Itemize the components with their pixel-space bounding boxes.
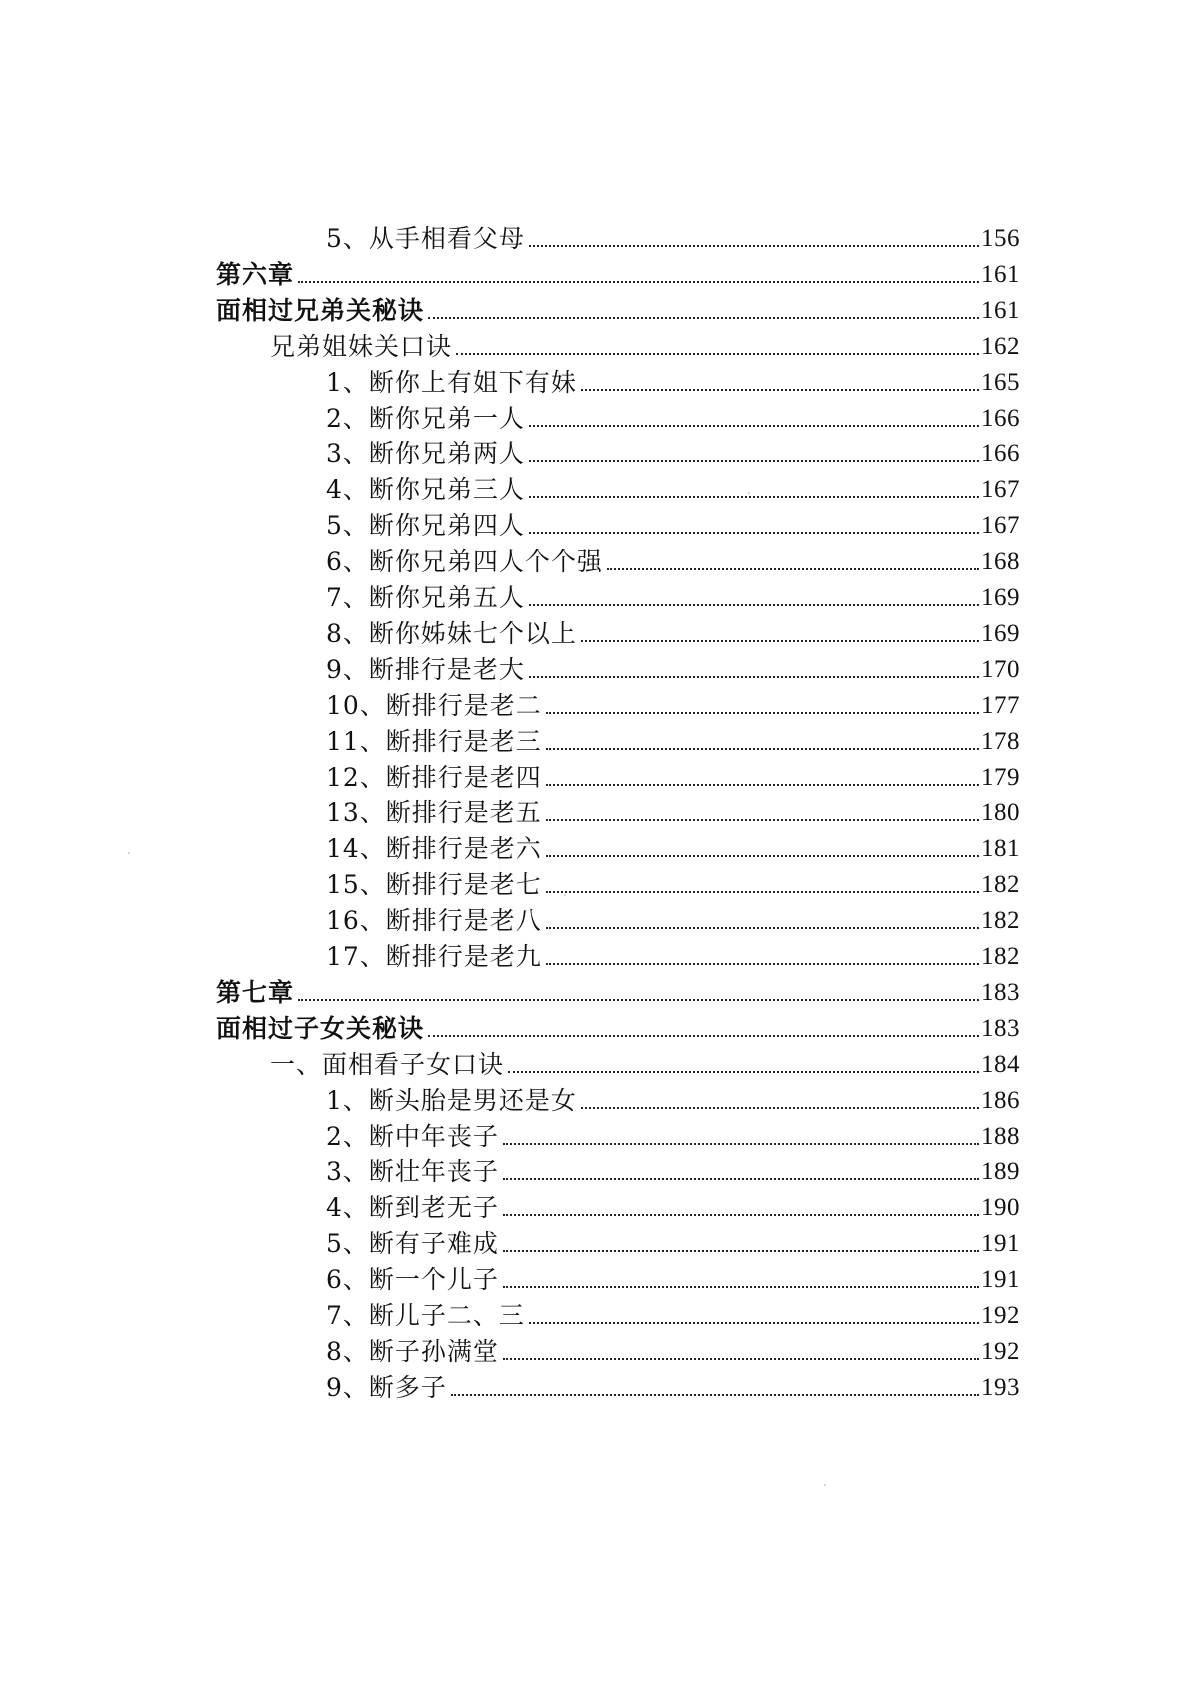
- toc-entry: [326, 543, 1020, 577]
- toc-dot-leader: [503, 1143, 979, 1145]
- toc-entry: [326, 794, 1020, 828]
- toc-entry: [326, 220, 1020, 254]
- toc-entry: [270, 328, 1020, 362]
- toc-entry-page-number: 168: [981, 548, 1020, 576]
- toc-entry: [326, 615, 1020, 649]
- toc-entry-page-number: 183: [981, 1014, 1020, 1042]
- toc-dot-leader: [451, 1394, 979, 1396]
- toc-dot-leader: [503, 1178, 979, 1180]
- toc-dot-leader: [529, 460, 979, 462]
- toc-dot-leader: [546, 712, 979, 714]
- toc-entry-page-number: 167: [981, 476, 1020, 504]
- toc-entry-title: 15、断排行是老七: [326, 870, 542, 900]
- toc-entry-title: 面相过兄弟关秘诀: [216, 295, 425, 325]
- toc-entry-title: 17、断排行是老九: [326, 942, 542, 971]
- toc-dot-leader: [529, 496, 979, 498]
- toc-dot-leader: [503, 1214, 979, 1216]
- toc-entry-page-number: 167: [981, 512, 1020, 540]
- toc-entry-title: 12、断排行是老四: [326, 762, 542, 792]
- toc-entry-page-number: 186: [981, 1086, 1020, 1114]
- toc-entry-title: 2、断你兄弟一人: [326, 403, 525, 433]
- toc-entry-title: 6、断你兄弟四人个个强: [326, 547, 603, 577]
- toc-entry-title: 9、断多子: [326, 1372, 447, 1402]
- toc-entry: [326, 1082, 1020, 1116]
- toc-dot-leader: [607, 568, 979, 570]
- toc-entry-page-number: 166: [981, 404, 1020, 432]
- scan-speck: [128, 852, 130, 854]
- toc-entry-page-number: 193: [981, 1373, 1020, 1401]
- toc-dot-leader: [546, 819, 979, 821]
- toc-entry: [326, 687, 1020, 721]
- toc-entry: [326, 364, 1020, 398]
- toc-dot-leader: [298, 999, 979, 1001]
- toc-entry-page-number: 169: [981, 584, 1020, 611]
- toc-entry-title: 1、断头胎是男还是女: [326, 1085, 577, 1115]
- toc-entry: [326, 1369, 1020, 1403]
- toc-entry-title: 4、断你兄弟三人: [326, 475, 525, 505]
- toc-entry: [326, 471, 1020, 505]
- toc-entry-page-number: 189: [981, 1158, 1020, 1186]
- toc-entry: [326, 1297, 1020, 1331]
- toc-entry: [326, 723, 1020, 757]
- toc-dot-leader: [428, 1035, 979, 1037]
- toc-dot-leader: [546, 963, 979, 965]
- toc-dot-leader: [581, 640, 979, 642]
- toc-entry-title: 4、断到老无子: [326, 1193, 499, 1223]
- toc-entry-title: 8、断你姊妹七个以上: [326, 618, 577, 648]
- toc-entry-title: 第六章: [216, 259, 295, 289]
- toc-dot-leader: [546, 891, 979, 893]
- toc-entry: [216, 974, 1020, 1008]
- toc-entry-title: 7、断儿子二、三: [326, 1301, 525, 1330]
- toc-entry-page-number: 179: [981, 763, 1020, 791]
- toc-dot-leader: [298, 281, 979, 283]
- toc-dot-leader: [529, 604, 979, 606]
- toc-entry-page-number: 191: [981, 1230, 1020, 1258]
- toc-entry: [326, 400, 1020, 434]
- toc-entry-title: 5、断有子难成: [326, 1229, 499, 1259]
- toc-entry-page-number: 181: [981, 835, 1020, 863]
- toc-entry-title: 10、断排行是老二: [326, 690, 542, 720]
- toc-entry: [326, 902, 1020, 936]
- toc-entry: [326, 759, 1020, 793]
- toc-dot-leader: [546, 855, 979, 857]
- toc-entry-title: 兄弟姐妹关口诀: [270, 331, 453, 361]
- toc-entry-page-number: 184: [981, 1050, 1020, 1078]
- toc-entry-page-number: 182: [981, 907, 1020, 935]
- toc-entry: [216, 292, 1020, 326]
- toc-entry-title: 第七章: [216, 977, 295, 1007]
- toc-entry-title: 14、断排行是老六: [326, 834, 542, 864]
- toc-entry-page-number: 188: [981, 1122, 1020, 1150]
- toc-entry: [326, 579, 1020, 613]
- toc-entry-page-number: 170: [981, 655, 1020, 683]
- toc-entry: [326, 938, 1020, 972]
- toc-dot-leader: [529, 245, 979, 247]
- toc-entry-page-number: 169: [981, 619, 1020, 647]
- toc-entry: [326, 1153, 1020, 1187]
- toc-entry-page-number: 190: [981, 1194, 1020, 1222]
- scan-speck: [824, 1484, 826, 1486]
- toc-entry-page-number: 165: [981, 368, 1020, 396]
- toc-entry: [270, 1046, 1020, 1080]
- toc-entry-page-number: 162: [981, 332, 1020, 360]
- toc-dot-leader: [503, 1358, 979, 1360]
- toc-dot-leader: [581, 389, 979, 391]
- toc-dot-leader: [529, 532, 979, 534]
- toc-dot-leader: [456, 353, 979, 355]
- scan-speck: [748, 492, 750, 494]
- toc-entry: [326, 1225, 1020, 1259]
- toc-dot-leader: [508, 1071, 979, 1073]
- toc-entry-page-number: 182: [981, 871, 1020, 899]
- toc-entry-page-number: 166: [981, 440, 1020, 468]
- toc-entry-page-number: 161: [981, 296, 1020, 324]
- toc-dot-leader: [428, 317, 979, 319]
- toc-entry-title: 13、断排行是老五: [326, 798, 542, 828]
- toc-entry-page-number: 156: [981, 225, 1020, 252]
- toc-entry: [326, 651, 1020, 685]
- toc-entry: [326, 507, 1020, 541]
- toc-entry: [326, 866, 1020, 900]
- toc-entry-title: 9、断排行是老大: [326, 654, 525, 684]
- toc-dot-leader: [546, 784, 979, 786]
- toc-entry-title: 8、断子孙满堂: [326, 1336, 499, 1366]
- toc-entry-page-number: 177: [981, 691, 1020, 719]
- scan-speck: [564, 894, 566, 896]
- toc-entry: [326, 1333, 1020, 1367]
- toc-dot-leader: [546, 927, 979, 929]
- toc-entry-title: 5、从手相看父母: [326, 224, 525, 253]
- toc-entry-page-number: 178: [981, 727, 1020, 755]
- toc-dot-leader: [546, 748, 979, 750]
- toc-entry-page-number: 192: [981, 1337, 1020, 1365]
- toc-dot-leader: [529, 1322, 979, 1324]
- toc-entry-page-number: 183: [981, 978, 1020, 1006]
- toc-entry-title: 16、断排行是老八: [326, 906, 542, 936]
- toc-entry-page-number: 192: [981, 1302, 1020, 1329]
- toc-entry-page-number: 180: [981, 799, 1020, 827]
- toc-dot-leader: [529, 425, 979, 427]
- toc-entry: [326, 435, 1020, 469]
- toc-entry-page-number: 191: [981, 1266, 1020, 1294]
- toc-entry-title: 1、断你上有姐下有妹: [326, 367, 577, 397]
- toc-entry-title: 7、断你兄弟五人: [326, 583, 525, 612]
- toc-entry-title: 面相过子女关秘诀: [216, 1013, 425, 1043]
- toc-entry-title: 5、断你兄弟四人: [326, 511, 525, 541]
- toc-entry-title: 3、断壮年丧子: [326, 1157, 499, 1187]
- toc-dot-leader: [581, 1107, 979, 1109]
- toc-entry: [326, 830, 1020, 864]
- toc-entry: [326, 1261, 1020, 1295]
- toc-dot-leader: [503, 1286, 979, 1288]
- toc-entry: [326, 1118, 1020, 1152]
- toc-entry: [216, 256, 1020, 290]
- toc-dot-leader: [503, 1250, 979, 1252]
- toc-entry-title: 11、断排行是老三: [326, 726, 542, 756]
- toc-entry-title: 2、断中年丧子: [326, 1121, 499, 1151]
- toc-dot-leader: [529, 676, 979, 678]
- toc-entry: [216, 1010, 1020, 1044]
- toc-entry-title: 3、断你兄弟两人: [326, 439, 525, 469]
- toc-entry: [326, 1189, 1020, 1223]
- toc-entry-title: 一、面相看子女口诀: [270, 1049, 505, 1079]
- toc-entry-page-number: 161: [981, 260, 1020, 288]
- toc-entry-title: 6、断一个儿子: [326, 1265, 499, 1295]
- toc-entry-page-number: 182: [981, 943, 1020, 970]
